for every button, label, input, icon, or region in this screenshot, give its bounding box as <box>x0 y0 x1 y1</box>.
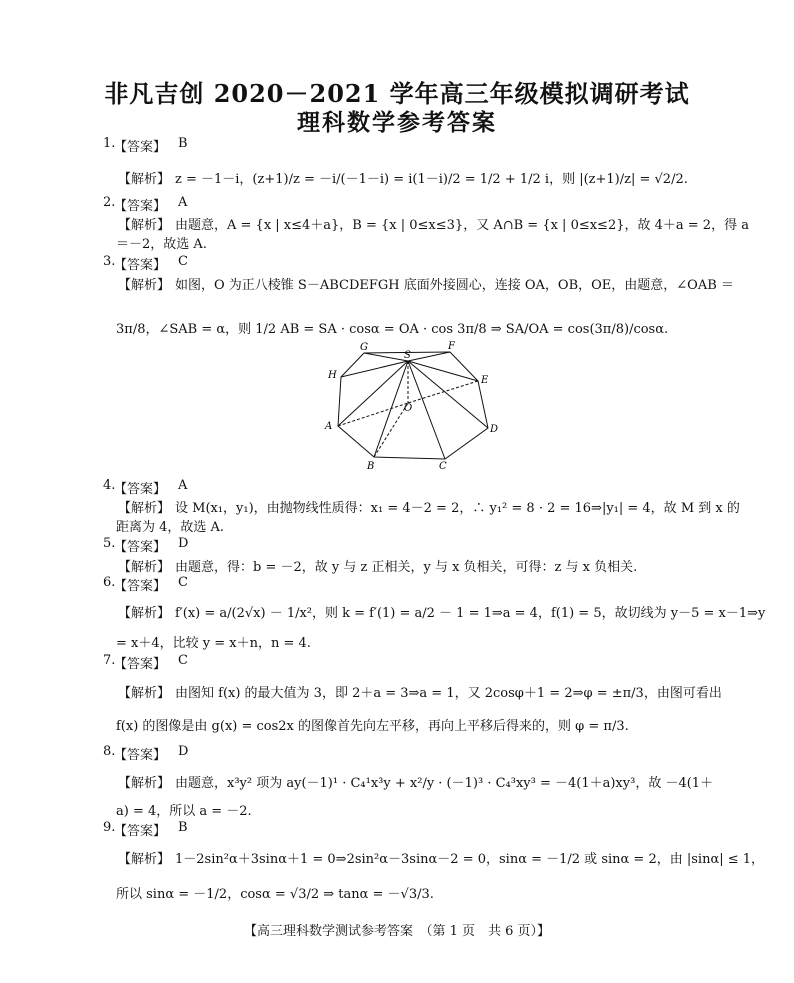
analysis-text: f′(x) = a/(2√x) － 1/x²，则 k = f′(1) = a/2 － 1 = 1⇒a = 4，f(1) = 5，故切线为 y－5 = x－1⇒y <box>175 606 766 621</box>
answer-label: 【答案】 <box>114 199 167 214</box>
analysis-text: 由题意，x³y² 项为 ay(－1)¹ · C₄¹x³y + x²/y · (－1)³ · C₄³xy³ = －4(1＋a)xy³，故 －4(1＋ <box>175 776 714 791</box>
analysis-text: 由题意，A = {x | x≤4＋a}，B = {x | 0≤x≤3}，又 A∩B = {x | 0≤x≤2}，故 4＋a = 2，得 a <box>175 218 749 233</box>
analysis-text: = x＋4，比较 y = x＋n，n = 4. <box>116 636 311 651</box>
analysis-text: 设 M(x₁，y₁)，由抛物线性质得：x₁ = 4－2 = 2，∴ y₁² = 8 · 2 = 16⇒|y₁| = 4，故 M 到 x 的 <box>175 501 740 516</box>
analysis-label: 【解析】 <box>118 560 171 575</box>
answer-label: 【答案】 <box>114 482 167 497</box>
answer-label: 【答案】 <box>114 657 167 672</box>
item-number: 8. <box>103 744 116 759</box>
analysis-text: f(x) 的图像是由 g(x) = cos2x 的图像首先向左平移，再向上平移后得来的，则 φ = π/3. <box>116 719 629 734</box>
item-number: 3. <box>103 254 116 269</box>
answer-label: 【答案】 <box>114 824 167 839</box>
vertex-label: F <box>448 341 455 352</box>
page-title: 非凡吉创 2020－2021 学年高三年级模拟调研考试 <box>104 79 690 108</box>
page-subtitle: 理科数学参考答案 <box>297 109 497 136</box>
answer-value: B <box>178 820 188 835</box>
vertex-label: A <box>325 421 333 432</box>
item-number: 4. <box>103 478 116 493</box>
answer-value: C <box>178 254 188 269</box>
analysis-text: 所以 sinα = －1/2，cosα = √3/2 ⇒ tanα = －√3/3. <box>116 887 434 902</box>
analysis-label: 【解析】 <box>118 776 171 791</box>
analysis-text: z = －1－i，(z+1)/z = －i/(－1－i) = i(1－i)/2 = 1/2 + 1/2 i，则 |(z+1)/z| = √2/2. <box>175 172 688 187</box>
analysis-label: 【解析】 <box>118 501 171 516</box>
item-number: 9. <box>103 820 116 835</box>
item-number: 2. <box>103 195 116 210</box>
answer-value: A <box>178 478 188 493</box>
vertex-label: H <box>328 370 337 381</box>
vertex-label: B <box>367 461 375 472</box>
page-footer: 【高三理科数学测试参考答案 （第 1 页 共 6 页）】 <box>243 924 551 939</box>
analysis-label: 【解析】 <box>118 686 171 701</box>
answer-label: 【答案】 <box>114 140 167 155</box>
vertex-label: E <box>481 375 489 386</box>
answer-label: 【答案】 <box>114 748 167 763</box>
answer-value: C <box>178 575 188 590</box>
item-number: 5. <box>103 536 116 551</box>
analysis-text: 距离为 4，故选 A. <box>116 520 225 535</box>
analysis-text: a) = 4，所以 a = －2. <box>116 804 252 819</box>
item-number: 6. <box>103 575 116 590</box>
answer-label: 【答案】 <box>114 258 167 273</box>
vertex-label: S <box>404 350 411 361</box>
answer-value: C <box>178 653 188 668</box>
analysis-label: 【解析】 <box>118 606 171 621</box>
vertex-label: D <box>490 424 498 435</box>
answer-value: D <box>178 744 189 759</box>
analysis-label: 【解析】 <box>118 218 171 233</box>
answer-label: 【答案】 <box>114 579 167 594</box>
item-number: 1. <box>103 136 116 151</box>
vertex-label: O <box>404 403 413 414</box>
analysis-text: ＝－2，故选 A. <box>116 237 207 252</box>
vertex-label: G <box>360 342 368 353</box>
analysis-text: 3π/8，∠SAB = α，则 1/2 AB = SA · cosα = OA · cos 3π/8 ⇒ SA/OA = cos(3π/8)/cosα. <box>116 322 669 337</box>
analysis-text: 由图知 f(x) 的最大值为 3，即 2＋a = 3⇒a = 1，又 2cosφ＋1 = 2⇒φ = ±π/3，由图可看出 <box>175 686 722 701</box>
analysis-text: 1－2sin²α＋3sinα＋1 = 0⇒2sin²α－3sinα－2 = 0，sinα = －1/2 或 sinα = 2，由 |sinα| ≤ 1， <box>175 852 765 867</box>
answer-value: A <box>178 195 188 210</box>
vertex-label: C <box>439 461 447 472</box>
analysis-label: 【解析】 <box>118 278 171 293</box>
answer-value: D <box>178 536 189 551</box>
answer-label: 【答案】 <box>114 540 167 555</box>
analysis-label: 【解析】 <box>118 172 171 187</box>
answer-value: B <box>178 136 188 151</box>
analysis-label: 【解析】 <box>118 852 171 867</box>
octagonal-pyramid-figure <box>318 340 498 475</box>
analysis-text: 由题意，得：b = －2，故 y 与 z 正相关，y 与 x 负相关，可得：z 与 x 负相关. <box>175 560 638 575</box>
item-number: 7. <box>103 653 116 668</box>
analysis-text: 如图，O 为正八棱锥 S－ABCDEFGH 底面外接圆心，连接 OA，OB，OE，由题意，∠OAB ＝ <box>175 278 734 293</box>
